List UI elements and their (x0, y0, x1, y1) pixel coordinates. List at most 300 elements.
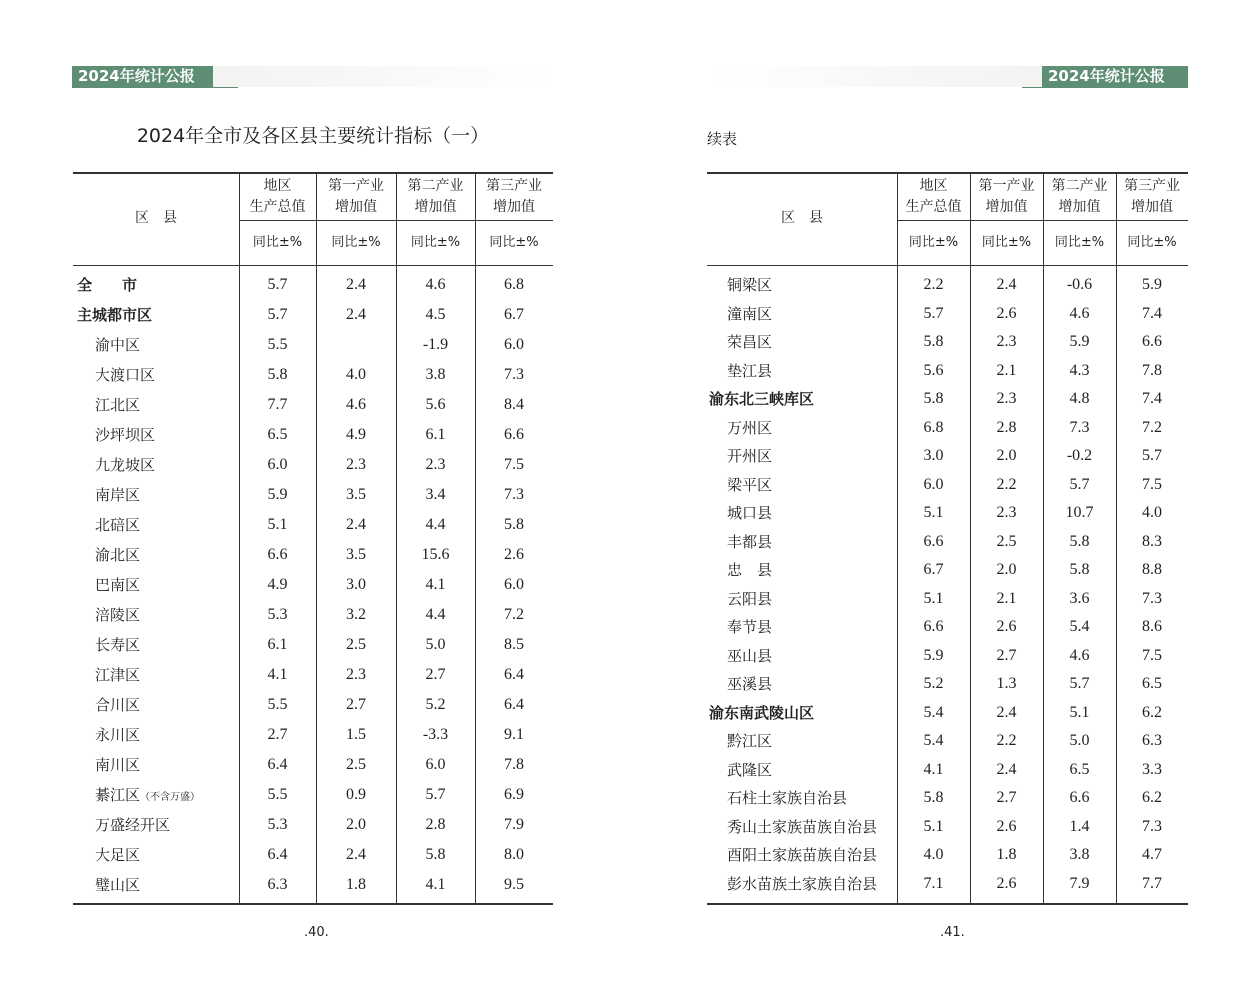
table-row (707, 302, 1188, 326)
value-cell: 4.1 (425, 576, 446, 593)
value-cell: 4.7 (1142, 846, 1162, 863)
header-bottom-line (73, 265, 553, 266)
value-cell: 5.7 (1142, 447, 1162, 464)
value-cell: 2.6 (996, 874, 1017, 892)
value-cell: 6.4 (504, 696, 524, 713)
region-name-text: 忠 县 (727, 561, 773, 579)
divider (72, 87, 238, 88)
value-cell: 10.7 (1065, 504, 1094, 521)
value-cell: 2.5 (346, 756, 366, 773)
region-name (727, 473, 772, 497)
header-col-line1: 第三产业 (1124, 178, 1180, 194)
table-row (73, 273, 553, 297)
region-name (95, 603, 140, 627)
value-cell: 2.0 (996, 447, 1017, 464)
table-row (707, 701, 1188, 725)
header-unit: 同比±% (331, 235, 381, 250)
table-row (707, 815, 1188, 839)
value-cell: 2.2 (996, 475, 1017, 493)
region-name-text: 城口县 (727, 504, 773, 522)
value-cell: 6.2 (1142, 703, 1162, 721)
value-cell: 6.6 (923, 618, 944, 635)
region-name-text: 秀山土家族苗族自治县 (727, 817, 878, 836)
value-cell: 5.7 (425, 786, 446, 803)
value-cell: 3.5 (346, 486, 366, 503)
value-cell: 5.9 (1069, 333, 1090, 350)
table-row (707, 615, 1188, 639)
region-name (95, 783, 200, 810)
value-cell: 5.9 (267, 486, 288, 503)
value-cell: 6.6 (1142, 333, 1162, 350)
value-cell: 5.6 (425, 396, 446, 413)
page-number: .41. (940, 925, 965, 940)
value-cell: 6.9 (504, 786, 524, 803)
header-col-line1: 第一产业 (328, 178, 384, 194)
header-unit: 同比±% (252, 235, 303, 250)
table-row (73, 723, 553, 747)
region-name-text: 奉节县 (727, 618, 773, 636)
region-name-text: 江津区 (95, 666, 141, 684)
value-cell: 7.1 (923, 874, 944, 892)
region-name-text: 主城都市区 (77, 306, 153, 324)
region-name-text: 九龙坡区 (95, 456, 156, 474)
value-cell: 6.0 (504, 576, 524, 593)
value-cell: 8.8 (1142, 561, 1162, 578)
table-row (707, 758, 1188, 782)
value-cell: 6.0 (504, 336, 524, 353)
value-cell: 6.4 (267, 756, 288, 773)
value-cell: 4.1 (267, 666, 288, 683)
table-row (707, 416, 1188, 440)
value-cell: 4.4 (425, 606, 446, 623)
region-name-text: 江北区 (95, 396, 141, 414)
value-cell: 5.8 (923, 390, 944, 407)
value-cell: -0.6 (1066, 276, 1093, 293)
value-cell: 6.3 (267, 876, 288, 893)
region-name (709, 701, 814, 725)
region-name-text: 梁平区 (727, 475, 773, 494)
table-row (707, 672, 1188, 696)
header-bottom-line (707, 265, 1188, 266)
value-cell: 7.2 (1142, 418, 1162, 436)
table-row (707, 273, 1188, 297)
region-name (727, 729, 772, 753)
region-name (95, 453, 155, 477)
value-cell: 6.8 (923, 418, 944, 436)
table-row (707, 387, 1188, 411)
region-name (77, 303, 152, 327)
value-cell: 3.5 (346, 546, 366, 563)
table-row (707, 587, 1188, 611)
value-cell: 2.0 (346, 816, 366, 833)
region-name-text: 巴南区 (95, 576, 141, 594)
header-region: 区 县 (135, 210, 177, 226)
value-cell: 3.0 (923, 447, 944, 464)
value-cell: 7.3 (1069, 418, 1090, 436)
value-cell: 5.2 (425, 696, 446, 713)
value-cell: 6.4 (504, 666, 524, 683)
region-name (95, 573, 140, 597)
value-cell: 5.4 (923, 732, 944, 749)
value-cell: 3.6 (1069, 589, 1090, 607)
value-cell: 4.6 (1069, 646, 1090, 664)
region-name-text: 巫山县 (727, 646, 773, 665)
region-name (727, 501, 772, 525)
table-row (73, 423, 553, 447)
value-cell: 2.6 (504, 546, 524, 563)
region-name (727, 758, 772, 782)
region-name-text: 大足区 (95, 846, 141, 864)
value-cell: 5.9 (923, 646, 944, 664)
region-name-text: 彭水苗族土家族自治县 (727, 874, 878, 893)
value-cell: 6.7 (923, 561, 944, 578)
region-name-text: 铜梁区 (727, 276, 773, 294)
stats-table-left (73, 172, 553, 905)
table-row (73, 513, 553, 537)
value-cell: -0.2 (1066, 447, 1093, 464)
value-cell: 5.8 (923, 789, 944, 806)
value-cell: 2.3 (346, 456, 366, 473)
value-cell: 2.2 (923, 276, 944, 293)
region-name-text: 荣昌区 (727, 333, 773, 351)
value-cell: 5.1 (923, 589, 944, 607)
table-row (73, 363, 553, 387)
value-cell: 7.5 (504, 456, 524, 473)
value-cell: 6.0 (267, 456, 288, 473)
region-name-text: 永川区 (95, 726, 141, 744)
table-row (73, 693, 553, 717)
region-name (727, 273, 772, 297)
value-cell: 6.8 (504, 276, 524, 293)
value-cell: 2.4 (996, 703, 1017, 721)
value-cell: 6.5 (1069, 760, 1090, 778)
value-cell: 4.0 (923, 846, 944, 863)
value-cell: 7.8 (504, 756, 524, 773)
value-cell: 5.5 (267, 336, 288, 353)
value-cell: 5.8 (1069, 532, 1090, 550)
value-cell: 6.6 (267, 546, 288, 563)
header-col-line1: 第二产业 (407, 178, 464, 194)
region-name (95, 513, 140, 537)
value-cell: 6.5 (267, 426, 288, 443)
value-cell: -1.9 (422, 336, 449, 353)
value-cell: 2.1 (996, 361, 1017, 379)
header-divider (897, 220, 1188, 221)
region-name (727, 815, 877, 839)
region-name-text: 涪陵区 (95, 606, 141, 624)
value-cell: 8.0 (504, 846, 524, 863)
region-name (95, 813, 170, 837)
value-cell: 1.8 (346, 876, 366, 893)
table-row (73, 603, 553, 627)
value-cell: 5.7 (1069, 475, 1090, 493)
value-cell: 6.4 (267, 846, 288, 863)
region-name-text: 丰都县 (727, 532, 773, 551)
value-cell: 2.4 (346, 516, 366, 533)
value-cell: 7.9 (1069, 874, 1090, 892)
value-cell: 5.8 (425, 846, 446, 863)
value-cell: 5.3 (267, 606, 288, 623)
value-cell: 7.7 (1142, 874, 1162, 892)
value-cell: 4.6 (346, 396, 366, 413)
value-cell: 7.3 (1142, 589, 1162, 607)
region-name-text: 武隆区 (727, 760, 773, 779)
value-cell: 2.4 (996, 276, 1017, 293)
value-cell: 4.1 (425, 876, 446, 893)
page-header-left (72, 66, 553, 87)
value-cell: 2.4 (996, 760, 1017, 778)
value-cell: 6.2 (1142, 789, 1162, 806)
region-name (95, 843, 140, 867)
value-cell: 7.3 (504, 486, 524, 503)
table-row (707, 330, 1188, 354)
region-name-text: 石柱土家族自治县 (727, 789, 848, 807)
value-cell: 6.6 (1069, 789, 1090, 806)
header-col-line2: 生产总值 (249, 199, 306, 215)
region-name-text: 万盛经开区 (95, 816, 171, 834)
value-cell: 6.3 (1142, 732, 1162, 749)
table-row (73, 783, 553, 807)
value-cell: 2.8 (425, 816, 446, 833)
value-cell: 4.8 (1069, 390, 1090, 407)
region-name (95, 393, 140, 417)
table-row (707, 359, 1188, 383)
table-row (707, 872, 1188, 896)
value-cell: 5.1 (923, 504, 944, 521)
value-cell: 6.1 (267, 636, 288, 653)
region-name-text: 北碚区 (95, 516, 141, 534)
value-cell: 3.8 (1069, 846, 1090, 863)
table-row (73, 453, 553, 477)
region-name (727, 587, 772, 611)
region-name-text: 云阳县 (727, 589, 773, 608)
value-cell: 15.6 (421, 546, 450, 563)
table-row (707, 473, 1188, 497)
value-cell: 7.2 (504, 606, 524, 623)
value-cell: 3.8 (425, 366, 446, 383)
region-note: （不含万盛） (140, 792, 201, 803)
page-header-right (706, 66, 1188, 87)
region-name-text: 綦江区 (95, 786, 141, 804)
region-name (95, 693, 140, 717)
value-cell: 7.5 (1142, 646, 1162, 664)
value-cell: 5.0 (1069, 732, 1090, 749)
table-row (73, 333, 553, 357)
region-name-text: 垫江县 (727, 361, 773, 380)
value-cell: 5.8 (267, 366, 288, 383)
header-col-line2: 增加值 (1131, 199, 1173, 215)
value-cell: 6.6 (504, 426, 524, 443)
header-unit: 同比±% (489, 235, 539, 250)
value-cell: 5.7 (267, 276, 288, 293)
value-cell: 6.6 (923, 532, 944, 550)
report-tag: 2024年统计公报 (1042, 66, 1188, 87)
value-cell: -3.3 (422, 726, 449, 743)
value-cell: 4.4 (425, 516, 446, 533)
table-row (707, 558, 1188, 582)
region-name-text: 开州区 (727, 447, 773, 465)
value-cell: 5.4 (923, 703, 944, 721)
table-row (73, 543, 553, 567)
value-cell: 5.8 (504, 516, 524, 533)
value-cell: 3.4 (425, 486, 446, 503)
table-row (73, 393, 553, 417)
header-col-line1: 第二产业 (1051, 178, 1108, 194)
region-name (95, 543, 140, 567)
value-cell: 5.7 (1069, 675, 1090, 692)
region-name (95, 663, 140, 687)
value-cell: 7.3 (1142, 817, 1162, 835)
table-row (73, 633, 553, 657)
region-name (709, 387, 814, 411)
value-cell: 2.3 (996, 333, 1017, 350)
value-cell: 8.6 (1142, 618, 1162, 635)
header-col-line2: 增加值 (985, 199, 1028, 215)
value-cell: 1.4 (1069, 817, 1090, 835)
value-cell: 4.3 (1069, 361, 1090, 379)
value-cell: 8.5 (504, 636, 524, 653)
region-name-text: 万州区 (727, 418, 773, 437)
header-col-line2: 增加值 (335, 199, 377, 215)
value-cell: 2.6 (996, 817, 1017, 835)
value-cell: 5.2 (923, 675, 944, 692)
value-cell: 4.9 (346, 426, 366, 443)
value-cell: 8.3 (1142, 532, 1162, 550)
value-cell: 6.1 (425, 426, 446, 443)
value-cell: 1.8 (996, 846, 1017, 863)
region-name (95, 723, 140, 747)
value-cell: 7.4 (1142, 390, 1162, 407)
region-name (727, 672, 772, 696)
table-row (73, 483, 553, 507)
region-name (727, 330, 772, 354)
value-cell: 7.7 (267, 396, 288, 413)
value-cell: 2.4 (346, 846, 366, 863)
header-col-line1: 第三产业 (486, 178, 542, 194)
header-unit: 同比±% (1054, 235, 1105, 250)
region-name (727, 530, 772, 554)
value-cell: 0.9 (346, 786, 366, 803)
value-cell: 2.7 (267, 726, 288, 743)
header-unit: 同比±% (981, 235, 1032, 250)
header-col-line1: 地区 (263, 178, 292, 194)
value-cell: 7.5 (1142, 475, 1162, 493)
value-cell: 2.7 (346, 696, 366, 713)
region-name (727, 558, 772, 582)
value-cell: 2.7 (425, 666, 446, 683)
region-name (95, 753, 140, 777)
header-unit: 同比±% (908, 235, 959, 250)
region-name (95, 483, 140, 507)
region-name-text: 渝东南武陵山区 (709, 703, 815, 722)
value-cell: 4.6 (425, 276, 446, 293)
value-cell: 3.0 (346, 576, 366, 593)
region-name (727, 444, 772, 468)
table-row (73, 663, 553, 687)
value-cell: 2.3 (996, 504, 1017, 521)
value-cell: 5.7 (923, 304, 944, 322)
value-cell: 5.6 (923, 361, 944, 379)
value-cell: 2.6 (996, 304, 1017, 322)
value-cell: 4.9 (267, 576, 288, 593)
region-name-text: 全 市 (77, 276, 138, 294)
region-name (95, 333, 140, 357)
value-cell: 5.0 (425, 636, 446, 653)
region-name-text: 沙坪坝区 (95, 426, 156, 444)
value-cell: 4.5 (425, 306, 446, 323)
region-name (95, 633, 140, 657)
region-name (727, 416, 772, 440)
value-cell: 2.7 (996, 789, 1017, 806)
region-name-text: 长寿区 (95, 636, 141, 654)
header-col-line1: 地区 (919, 178, 948, 194)
region-name-text: 合川区 (95, 696, 141, 714)
table-row (707, 843, 1188, 867)
value-cell: 2.4 (346, 306, 366, 323)
value-cell: 6.7 (504, 306, 524, 323)
value-cell: 2.8 (996, 418, 1017, 436)
table-row (707, 729, 1188, 753)
region-name-text: 潼南区 (727, 304, 773, 323)
value-cell: 5.3 (267, 816, 288, 833)
table-row (73, 843, 553, 867)
value-cell: 5.1 (923, 817, 944, 835)
value-cell: 2.5 (346, 636, 366, 653)
table-row (707, 444, 1188, 468)
page-title: 2024年全市及各区县主要统计指标（一） (136, 125, 490, 147)
region-name-text: 南川区 (95, 756, 141, 774)
region-name-text: 渝北区 (95, 546, 141, 564)
value-cell: 7.9 (504, 816, 524, 833)
region-name-text: 黔江区 (727, 732, 773, 750)
header-region: 区 县 (781, 210, 823, 226)
value-cell: 5.8 (1069, 561, 1090, 578)
value-cell: 2.2 (996, 732, 1017, 749)
table-row (707, 644, 1188, 668)
value-cell: 2.4 (346, 276, 366, 293)
region-name-text: 渝东北三峡库区 (709, 390, 815, 408)
value-cell: 5.4 (1069, 618, 1090, 635)
region-name (727, 843, 877, 867)
value-cell: 2.6 (996, 618, 1017, 635)
region-name (727, 302, 772, 326)
table-row (73, 573, 553, 597)
report-tag: 2024年统计公报 (72, 66, 213, 87)
table-row (707, 786, 1188, 810)
value-cell: 2.7 (996, 646, 1017, 664)
header-col-line1: 第一产业 (978, 178, 1035, 194)
value-cell: 2.3 (425, 456, 446, 473)
region-name-text: 酉阳土家族苗族自治县 (727, 846, 878, 864)
region-name (95, 363, 155, 387)
divider (1022, 87, 1188, 88)
header-col-line2: 增加值 (1058, 199, 1101, 215)
region-name-text: 璧山区 (95, 876, 141, 894)
value-cell: 4.0 (346, 366, 366, 383)
value-cell: 2.3 (996, 390, 1017, 407)
value-cell: 3.2 (346, 606, 366, 623)
region-name (95, 873, 140, 897)
value-cell: 2.5 (996, 532, 1017, 550)
value-cell: 7.4 (1142, 304, 1162, 322)
value-cell: 4.6 (1069, 304, 1090, 322)
region-name (95, 423, 155, 447)
header-col-line2: 增加值 (493, 199, 535, 215)
region-name (727, 872, 877, 896)
header-divider (239, 220, 553, 221)
header-unit: 同比±% (410, 235, 461, 250)
value-cell: 7.8 (1142, 361, 1162, 379)
